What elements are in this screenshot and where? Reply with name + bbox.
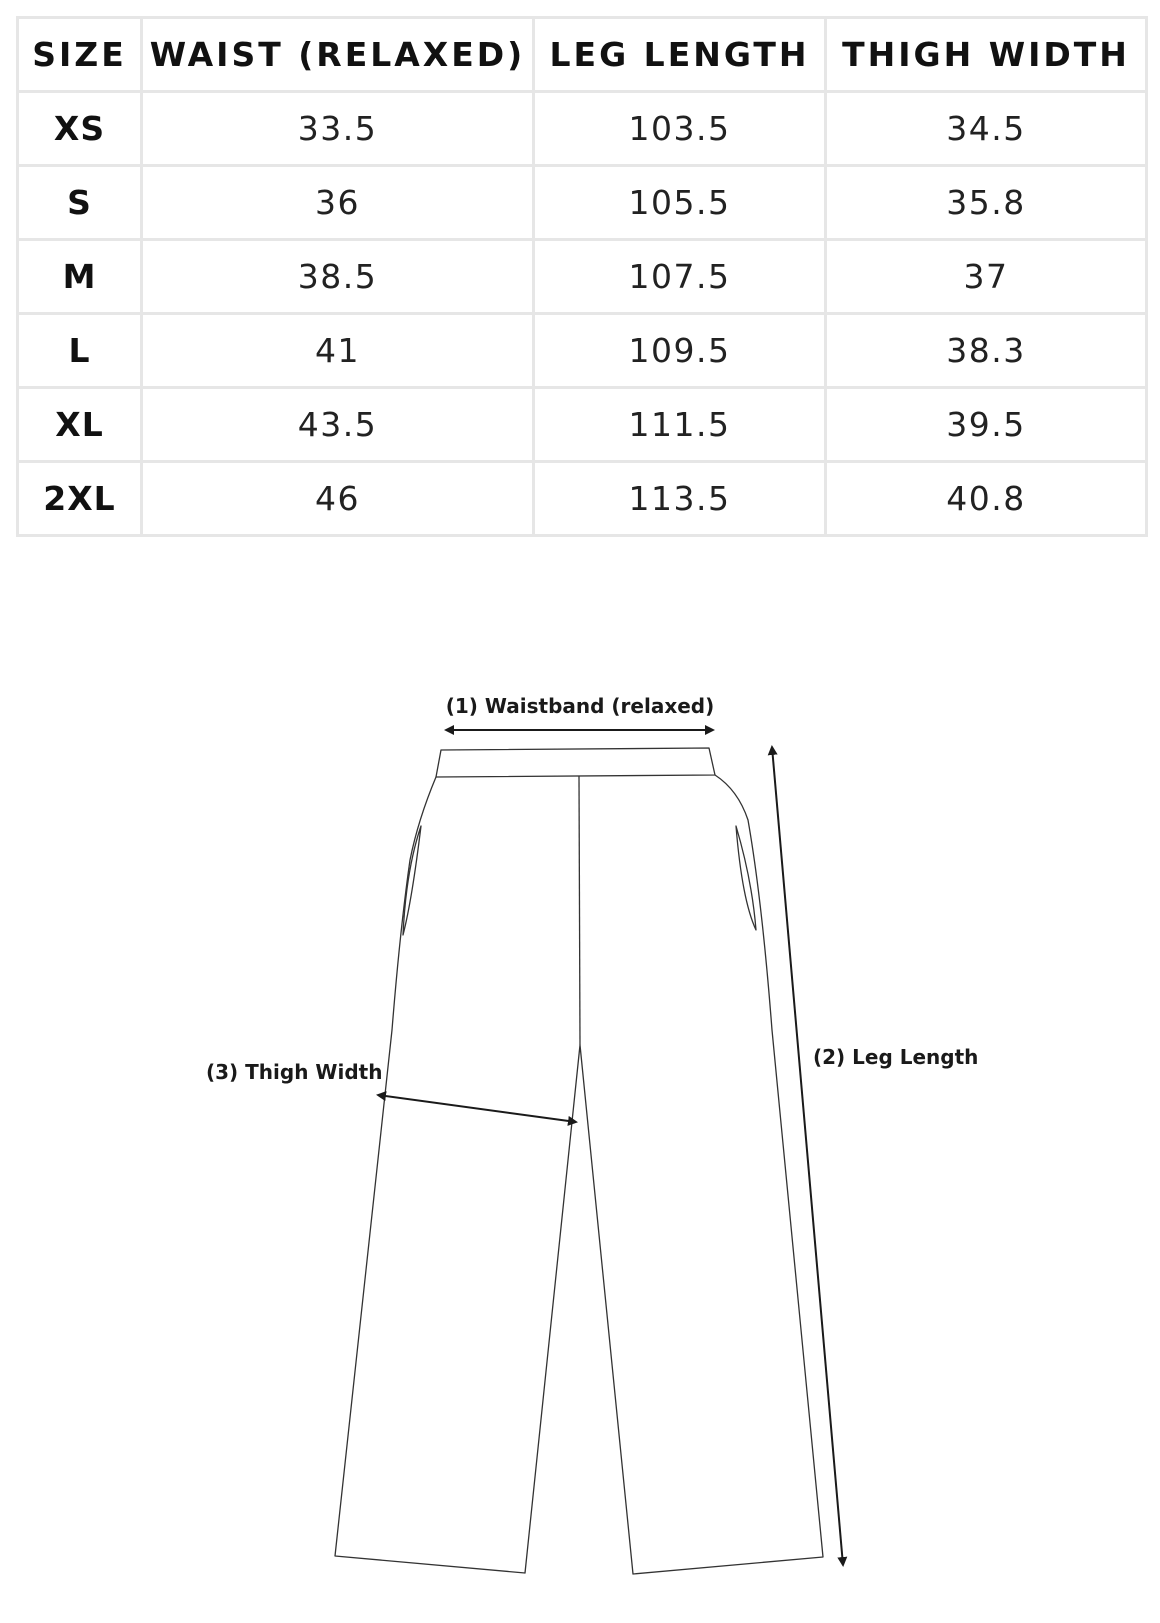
thigh-width-label: (3) Thigh Width [206,1060,383,1084]
thigh-width-cell: 40.8 [826,462,1147,536]
size-cell: XS [18,92,142,166]
leg-length-arrow [772,747,843,1565]
waist-cell: 33.5 [142,92,534,166]
header-waist: WAIST (RELAXED) [142,18,534,92]
thigh-width-cell: 35.8 [826,166,1147,240]
leg-length-cell: 103.5 [534,92,826,166]
pants-illustration [335,748,823,1574]
waist-cell: 41 [142,314,534,388]
leg-length-cell: 107.5 [534,240,826,314]
header-thigh-width: THIGH WIDTH [826,18,1147,92]
header-size: SIZE [18,18,142,92]
size-cell: L [18,314,142,388]
right-pocket [736,826,756,930]
leg-length-cell: 111.5 [534,388,826,462]
waistband-shape [436,748,715,777]
thigh-width-cell: 37 [826,240,1147,314]
thigh-width-cell: 34.5 [826,92,1147,166]
waist-cell: 46 [142,462,534,536]
thigh-width-arrow [378,1095,576,1122]
size-cell: XL [18,388,142,462]
center-seam [579,776,580,1045]
size-cell: M [18,240,142,314]
leg-length-cell: 113.5 [534,462,826,536]
thigh-width-cell: 39.5 [826,388,1147,462]
thigh-width-cell: 38.3 [826,314,1147,388]
leg-length-label: (2) Leg Length [813,1045,979,1069]
waistband-label: (1) Waistband (relaxed) [445,694,715,718]
leg-length-cell: 105.5 [534,166,826,240]
header-leg-length: LEG LENGTH [534,18,826,92]
left-pocket [403,826,421,935]
waist-cell: 36 [142,166,534,240]
waist-cell: 43.5 [142,388,534,462]
waist-cell: 38.5 [142,240,534,314]
leg-length-cell: 109.5 [534,314,826,388]
size-cell: 2XL [18,462,142,536]
size-cell: S [18,166,142,240]
